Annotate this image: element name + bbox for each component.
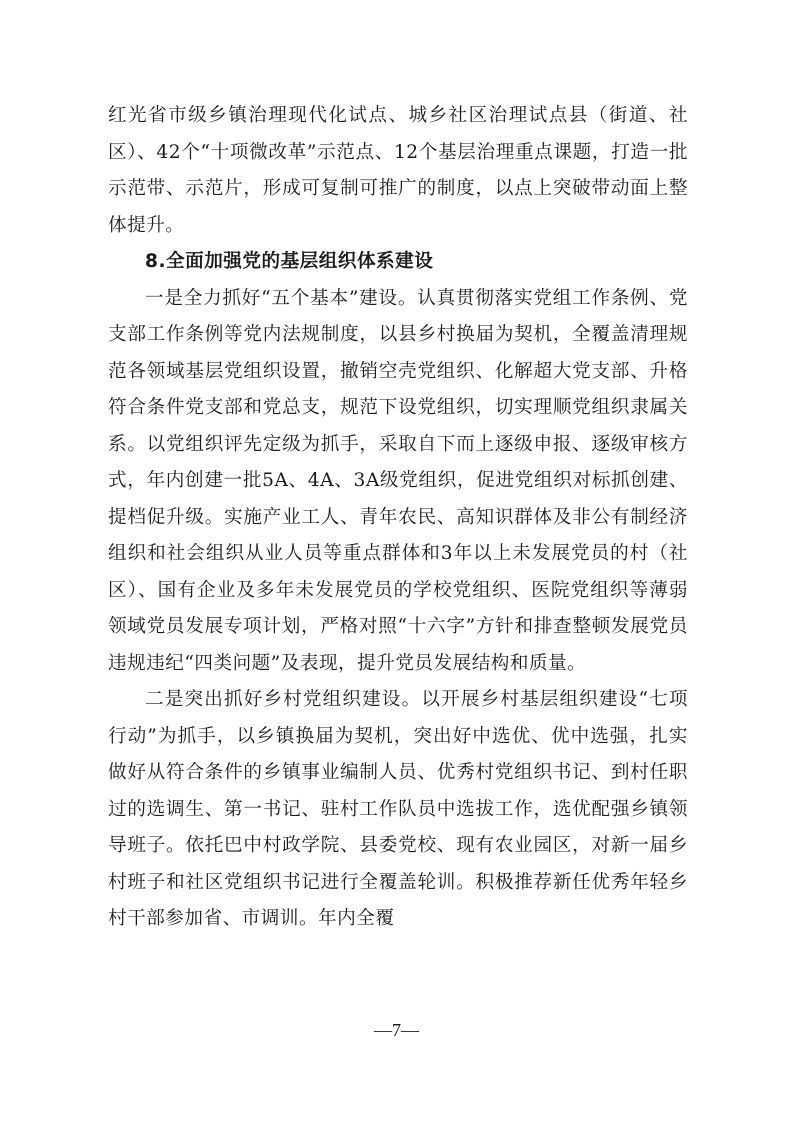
paragraph-five-basics: 一是全力抓好“五个基本”建设。认真贯彻落实党组工作条例、党支部工作条例等党内法规制度，以县乡村换届为契机，全覆盖清理规范各领域基层党组织设置，撤销空壳党组织、化解超大党支部、升格符合条件党支部和党总支，规范下设党组织，切实理顺党组织隶属关系。以党组织评先定级为抓手，采取自下而上逐级申报、逐级审核方式，年内创建一批5A、4A、3A级党组织，促进党组织对标抓创建、提档促升级。实施产业工人、青年农民、高知识群体及非公有制经济组织和社会组织从业人员等重点群体和3年以上未发展党员的村（社区）、国有企业及多年未发展党员的学校党组织、医院党组织等薄弱领域党员发展专项计划，严格对照“十六字”方针和排查整顿发展党员违规违纪“四类问题”及表现，提升党员发展结构和质量。 xyxy=(108,287,688,674)
section-heading: 8.全面加强党的基层组织体系建设 xyxy=(145,251,434,272)
document-body xyxy=(108,98,688,938)
page-number: —7— xyxy=(374,1020,419,1040)
paragraph-rural-party-organization: 二是突出抓好乡村党组织建设。以开展乡村基层组织建设“七项行动”为抓手，以乡镇换届为契机，突出好中选优、优中选强，扎实做好从符合条件的乡镇事业编制人员、优秀村党组织书记、到村任职过的选调生、第一书记、驻村工作队员中选拔工作，选优配强乡镇领导班子。依托巴中村政学院、县委党校、现有农业园区，对新一届乡村班子和社区党组织书记进行全覆盖轮训。积极推荐新任优秀年轻乡村干部参加省、市调训。年内全覆 xyxy=(108,689,688,929)
paragraph-continued: 红光省市级乡镇治理现代化试点、城乡社区治理试点县（街道、社区）、42个“十项微改革”示范点、12个基层治理重点课题，打造一批示范带、示范片，形成可复制可推广的制度，以点上突破带动面上整体提升。 xyxy=(108,105,688,236)
